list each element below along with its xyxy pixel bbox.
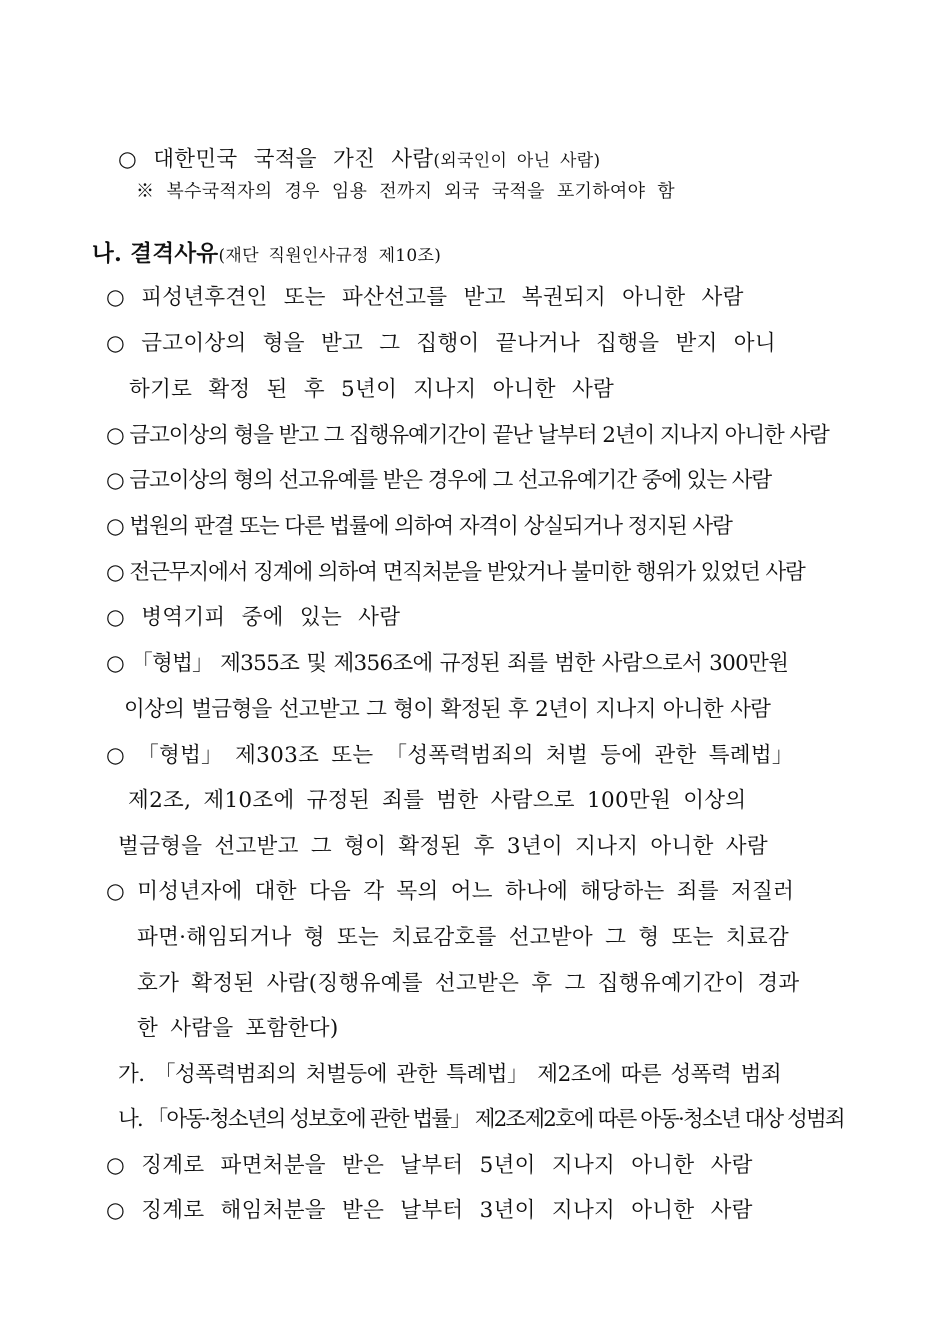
list-item: ○ 「형법」 제355조 및 제356조에 규정된 죄를 범한 사람으로서 300만원 [106,651,789,676]
list-item: ○ 금고이상의 형을 받고 그 집행유예기간이 끝난 날부터 2년이 지나지 아니한 사람 [106,423,829,448]
sub-item-na: 나. 「아동·청소년의 성보호에 관한 법률」 제2조제2호에 따른 아동·청소년 대상 성범죄 [118,1107,844,1132]
nationality-paren: (외국인이 아닌 사람) [433,151,601,171]
list-item: ○ 「형법」 제303조 또는 「성폭력범죄의 처벌 등에 관한 특례법」 [106,743,794,768]
list-item-continuation: 한 사람을 포함한다) [137,1016,339,1041]
list-item-continuation: 하기로 확정 된 후 5년이 지나지 아니한 사람 [129,377,615,402]
nationality-text: ○ 대한민국 국적을 가진 사람 [118,147,434,172]
list-item: ○ 전근무지에서 징계에 의하여 면직처분을 받았거나 불미한 행위가 있었던 사람 [106,560,805,585]
heading-title: 나. 결격사유 [92,241,219,267]
list-item-continuation: 이상의 벌금형을 선고받고 그 형이 확정된 후 2년이 지나지 아니한 사람 [124,697,771,722]
list-item-continuation: 벌금형을 선고받고 그 형이 확정된 후 3년이 지나지 아니한 사람 [118,834,768,859]
list-item: ○ 법원의 판결 또는 다른 법률에 의하여 자격이 상실되거나 정지된 사람 [106,514,732,539]
list-item: ○ 피성년후견인 또는 파산선고를 받고 복권되지 아니한 사람 [106,285,744,310]
list-item: ○ 징계로 파면처분을 받은 날부터 5년이 지나지 아니한 사람 [106,1153,753,1178]
list-item-continuation: 호가 확정된 사람(징행유예를 선고받은 후 그 집행유예기간이 경과 [137,971,800,996]
sub-item-ga: 가. 「성폭력범죄의 처벌등에 관한 특례법」 제2조에 따른 성폭력 범죄 [118,1062,782,1087]
heading-reference: (재단 직원인사규정 제10조) [218,246,442,266]
dual-nationality-note: ※ 복수국적자의 경우 임용 전까지 외국 국적을 포기하여야 함 [136,181,675,202]
list-item: ○ 징계로 해임처분을 받은 날부터 3년이 지나지 아니한 사람 [106,1198,753,1223]
list-item: ○ 금고이상의 형을 받고 그 집행이 끝나거나 집행을 받지 아니 [106,331,776,356]
list-item-continuation: 파면·해임되거나 형 또는 치료감호를 선고받아 그 형 또는 치료감 [137,925,790,950]
list-item: ○ 병역기피 중에 있는 사람 [106,605,401,630]
list-item: ○ 금고이상의 형의 선고유예를 받은 경우에 그 선고유예기간 중에 있는 사람 [106,468,772,493]
list-item-continuation: 제2조, 제10조에 규정된 죄를 범한 사람으로 100만원 이상의 [128,788,747,813]
disqualification-heading [92,236,441,268]
list-item: ○ 미성년자에 대한 다음 각 목의 어느 하나에 해당하는 죄를 저질러 [106,879,795,904]
nationality-requirement [118,142,600,173]
